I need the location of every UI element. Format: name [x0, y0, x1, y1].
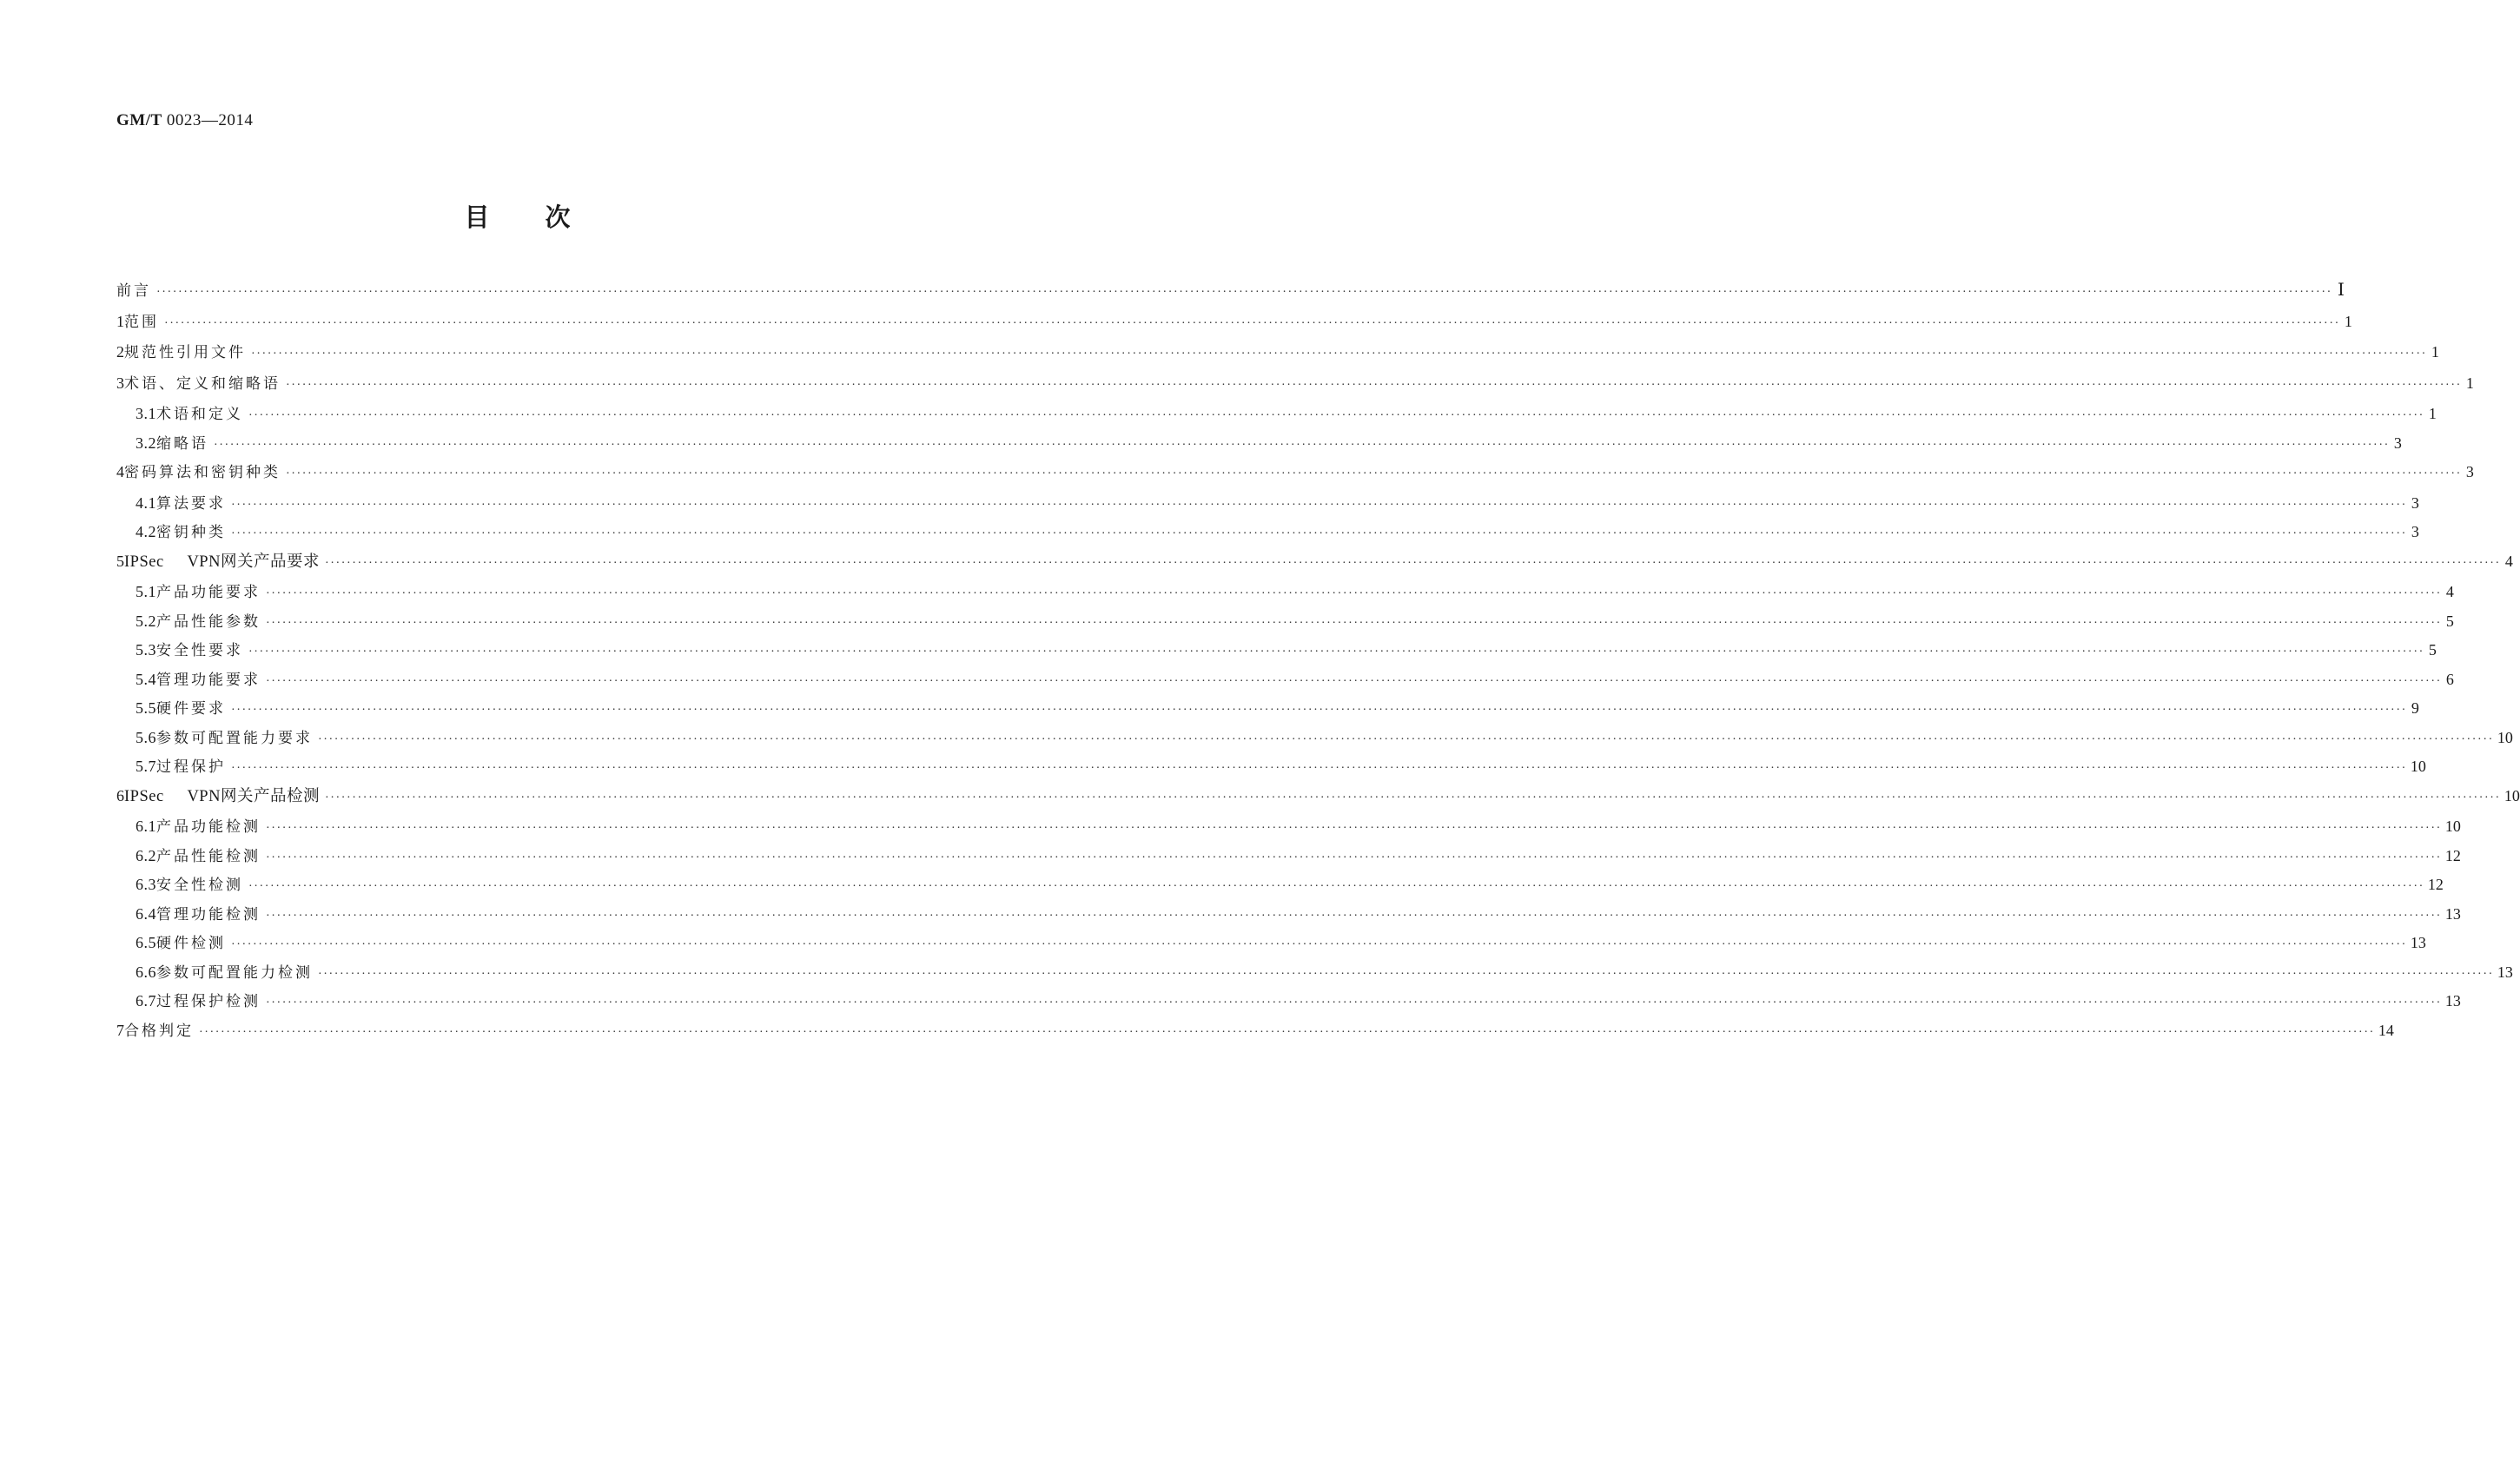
toc-entry-number: 6.5 [136, 934, 156, 951]
toc-entry[interactable] [116, 612, 2454, 632]
dot-leader: ················································································································································································································································································································································································································ [266, 822, 2442, 835]
toc-entry-title: 过程保护 [156, 758, 226, 776]
toc-entry-title: 产品功能要求 [156, 584, 261, 601]
toc-entry-number: 5.2 [136, 612, 156, 630]
toc-entry-number: 5.1 [136, 583, 156, 600]
toc-entry[interactable] [116, 1021, 2394, 1041]
toc-entry-number: 6 [116, 786, 124, 804]
toc-entry-page-number: 10 [2444, 818, 2461, 835]
toc-entry-page-number: 3 [2411, 493, 2419, 512]
dot-leader: ················································································································································································································································································································································································································ [199, 1025, 2375, 1039]
toc-entry[interactable] [116, 312, 2352, 332]
standard-code-number: 0023—2014 [166, 111, 254, 129]
toc-entry-title: 产品功能检测 [156, 818, 261, 836]
dot-leader: ················································································································································································································································································································································································································ [164, 316, 2340, 330]
toc-entry[interactable] [116, 992, 2461, 1011]
table-of-contents [116, 281, 2520, 1053]
standard-code [116, 111, 253, 130]
toc-entry[interactable] [116, 758, 2426, 777]
dot-leader: ················································································································································································································································································································································································································ [214, 438, 2390, 452]
toc-entry[interactable] [116, 786, 2520, 806]
toc-entry-page-number: 12 [2427, 876, 2444, 893]
toc-entry[interactable] [116, 876, 2444, 895]
toc-entry-page-number: 10 [2410, 758, 2426, 775]
toc-entry-title: 术语、定义和缩略语 [124, 374, 281, 393]
dot-leader: ················································································································································································································································································································································································································ [266, 851, 2442, 864]
toc-entry-title: 范围 [124, 313, 159, 331]
toc-entry[interactable] [116, 904, 2461, 924]
toc-entry-page-number: 10 [2503, 786, 2520, 804]
toc-entry-number: 4 [116, 463, 124, 480]
toc-entry-title: 管理功能要求 [156, 671, 261, 689]
dot-leader: ················································································································································································································································································································································································································ [231, 527, 2407, 540]
toc-entry[interactable] [116, 670, 2454, 690]
dot-leader: ················································································································································································································································································································································································································ [231, 704, 2407, 717]
toc-entry-page-number: 6 [2445, 670, 2454, 688]
toc-entry[interactable] [116, 963, 2513, 983]
toc-entry-page-number: 14 [2378, 1021, 2394, 1039]
toc-entry-title: 管理功能检测 [156, 905, 261, 923]
toc-entry[interactable] [116, 434, 2402, 453]
dot-leader: ················································································································································································································································································································································································································ [324, 791, 2501, 804]
toc-entry-page-number: 4 [2504, 552, 2513, 570]
toc-entry-page-number: 13 [2410, 934, 2426, 951]
toc-entry-page-number: 12 [2444, 846, 2461, 864]
toc-entry[interactable] [116, 463, 2474, 482]
toc-entry-page-number: 1 [2344, 312, 2352, 330]
toc-entry-number: 5.5 [136, 699, 156, 717]
toc-entry-number: 5 [116, 552, 124, 570]
dot-leader: ················································································································································································································································································································································································································ [248, 880, 2424, 893]
dot-leader: ················································································································································································································································································································································································································ [318, 732, 2494, 746]
toc-entry-title: 产品性能参数 [156, 612, 261, 631]
dot-leader: ················································································································································································································································································································································································································ [324, 556, 2501, 570]
dot-leader: ················································································································································································································································································································································································································ [286, 378, 2462, 392]
toc-entry-number: 5.3 [136, 641, 156, 659]
dot-leader: ················································································································································································································································································································································································································ [248, 409, 2424, 422]
toc-entry-title: 硬件要求 [156, 700, 226, 718]
dot-leader: ················································································································································································································································································································································································································ [266, 587, 2442, 600]
toc-entry-page-number: 3 [2393, 434, 2402, 452]
toc-entry-page-number: 13 [2444, 992, 2461, 1010]
toc-entry-title: 安全性检测 [156, 877, 243, 894]
toc-entry-page-number: 4 [2445, 583, 2454, 600]
toc-entry-number: 3.1 [136, 405, 156, 422]
toc-entry-title: 术语和定义 [156, 406, 243, 423]
toc-entry-number: 6.4 [136, 904, 156, 923]
toc-entry[interactable] [116, 583, 2454, 602]
toc-entry-page-number: 9 [2411, 699, 2419, 717]
toc-entry-number: 1 [116, 312, 124, 330]
dot-leader: ················································································································································································································································································································································································································ [266, 909, 2442, 923]
toc-entry-page-number: Ⅰ [2337, 281, 2345, 300]
toc-entry[interactable] [116, 934, 2426, 953]
dot-leader: ················································································································································································································································································································································································································ [266, 616, 2442, 630]
toc-entry-title: 缩略语 [156, 434, 208, 453]
toc-entry-number: 3 [116, 374, 124, 392]
toc-entry-page-number: 13 [2444, 904, 2461, 923]
toc-entry-title: 过程保护检测 [156, 993, 261, 1010]
page-title: 目次 [464, 202, 626, 232]
dot-leader: ················································································································································································································································································································································································································ [231, 938, 2407, 951]
toc-entry-title: 参数可配置能力要求 [156, 729, 313, 747]
dot-leader: ················································································································································································································································································································································································································ [251, 348, 2427, 361]
toc-entry[interactable] [116, 493, 2419, 513]
dot-leader: ················································································································································································································································································································································································································ [231, 762, 2407, 775]
toc-entry-page-number: 1 [2465, 374, 2474, 392]
toc-entry-number: 6.6 [136, 963, 156, 981]
toc-entry-title: 产品性能检测 [156, 847, 261, 865]
toc-entry-page-number: 3 [2465, 463, 2474, 480]
toc-entry[interactable] [116, 405, 2437, 424]
toc-entry-page-number: 5 [2428, 641, 2437, 659]
toc-entry-number: 6.3 [136, 876, 156, 893]
toc-entry-title: 规范性引用文件 [124, 344, 246, 361]
toc-entry-page-number: 13 [2497, 963, 2513, 981]
toc-entry-number: 6.2 [136, 846, 156, 864]
toc-entry-number: 3.2 [136, 434, 156, 452]
toc-entry[interactable] [116, 281, 2345, 301]
standard-code-prefix: GM/T [116, 111, 162, 129]
toc-entry-title: 算法要求 [156, 494, 226, 513]
toc-entry-page-number: 1 [2431, 343, 2439, 361]
toc-entry-title: 前言 [116, 282, 151, 300]
toc-entry-page-number: 5 [2445, 612, 2454, 630]
toc-entry-title: 密钥种类 [156, 524, 226, 541]
toc-entry-number: 5.4 [136, 670, 156, 688]
dot-leader: ················································································································································································································································································································································································································ [266, 996, 2442, 1010]
toc-entry-number: 4.2 [136, 523, 156, 540]
toc-entry[interactable] [116, 818, 2461, 837]
toc-entry-page-number: 10 [2497, 728, 2513, 746]
toc-entry-number: 6.1 [136, 818, 156, 835]
dot-leader: ················································································································································································································································································································································································································ [266, 674, 2442, 688]
toc-entry-title: IPSec VPN网关产品要求 [124, 553, 320, 571]
dot-leader: ················································································································································································································································································································································································································ [248, 645, 2424, 659]
toc-entry-number: 7 [116, 1021, 124, 1039]
toc-entry-number: 5.7 [136, 758, 156, 775]
toc-entry-title: 合格判定 [124, 1022, 194, 1040]
toc-entry-title: IPSec VPN网关产品检测 [124, 787, 320, 805]
toc-entry-page-number: 3 [2411, 523, 2419, 540]
toc-entry[interactable] [116, 728, 2513, 748]
toc-entry-number: 6.7 [136, 992, 156, 1010]
toc-entry[interactable] [116, 699, 2419, 718]
toc-entry-number: 2 [116, 343, 124, 361]
toc-entry-title: 密码算法和密钥种类 [124, 464, 281, 481]
toc-entry-title: 硬件检测 [156, 935, 226, 952]
toc-entry-number: 4.1 [136, 493, 156, 512]
toc-entry-title: 参数可配置能力检测 [156, 963, 313, 982]
toc-entry[interactable] [116, 374, 2474, 394]
toc-entry[interactable] [116, 846, 2461, 866]
dot-leader: ················································································································································································································································································································································································································ [156, 286, 2332, 299]
dot-leader: ················································································································································································································································································································································································································ [318, 967, 2494, 981]
toc-entry[interactable] [116, 641, 2437, 660]
toc-entry[interactable] [116, 552, 2513, 572]
dot-leader: ················································································································································································································································································································································································································ [286, 467, 2462, 480]
toc-entry[interactable] [116, 523, 2419, 542]
toc-entry[interactable] [116, 343, 2439, 362]
dot-leader: ················································································································································································································································································································································································································ [231, 498, 2407, 512]
toc-entry-page-number: 1 [2428, 405, 2437, 422]
toc-entry-title: 安全性要求 [156, 642, 243, 659]
toc-entry-number: 5.6 [136, 728, 156, 746]
